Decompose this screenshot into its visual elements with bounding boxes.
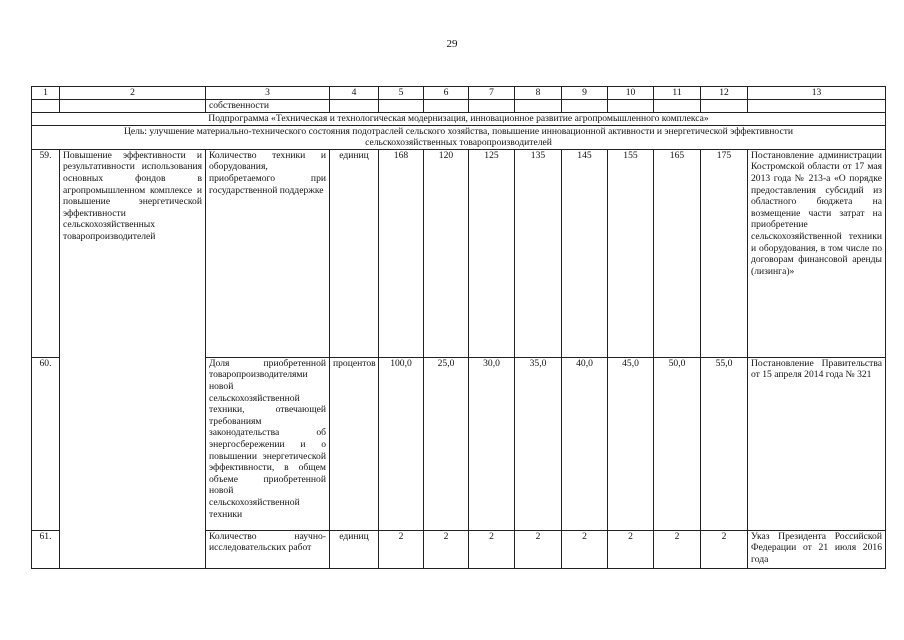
column-number: 3 <box>206 87 330 100</box>
value-cell: 2 <box>701 530 748 568</box>
page-number: 29 <box>446 38 458 50</box>
value-cell: 30,0 <box>469 357 515 530</box>
value-cell: 135 <box>515 149 562 357</box>
column-number: 10 <box>608 87 654 100</box>
column-number: 9 <box>562 87 608 100</box>
value-cell: 2 <box>424 530 469 568</box>
value-cell: 120 <box>424 149 469 357</box>
value-cell: 155 <box>608 149 654 357</box>
goal-row <box>32 125 886 149</box>
value-cell: 2 <box>379 530 424 568</box>
value-cell: 55,0 <box>701 357 748 530</box>
table-row <box>32 149 886 357</box>
subprogram-row <box>32 112 886 125</box>
value-cell: 100,0 <box>379 357 424 530</box>
value-cell: 40,0 <box>562 357 608 530</box>
value-cell: 145 <box>562 149 608 357</box>
column-number: 5 <box>379 87 424 100</box>
source-text: Постановление администрации Костромской области от 17 мая 2013 года № 213-а «О порядке предоставления субсидий из областного бюджета на возмещение части затрат на приобретение сельскохозяйственной техники и оборудования, в том числе по договорам финансовой аренды (лизинга)» <box>748 149 886 357</box>
column-number: 1 <box>32 87 60 100</box>
unit: единиц <box>330 530 379 568</box>
column-number: 8 <box>515 87 562 100</box>
source-text: Указ Президента Российской Федерации от 21 июля 2016 года <box>748 530 886 568</box>
value-cell: 2 <box>562 530 608 568</box>
column-number: 7 <box>469 87 515 100</box>
column-number: 2 <box>60 87 206 100</box>
value-cell: 2 <box>608 530 654 568</box>
continuation-text: собственности <box>206 100 330 113</box>
column-number: 6 <box>424 87 469 100</box>
value-cell: 35,0 <box>515 357 562 530</box>
value-cell: 165 <box>654 149 701 357</box>
row-number: 59. <box>32 149 60 357</box>
task-text: Повышение эффективности и результативности использования основных фондов в агропромышленном комплексе и повышение энергетической эффективности сельскохозяйственных товаропроизводителей <box>60 149 206 568</box>
value-cell: 175 <box>701 149 748 357</box>
value-cell: 25,0 <box>424 357 469 530</box>
row-number: 61. <box>32 530 60 568</box>
unit: единиц <box>330 149 379 357</box>
subprogram-title: Подпрограмма «Техническая и технологическая модернизация, инновационное развитие агропромышленного комплекса» <box>32 112 886 125</box>
value-cell: 2 <box>469 530 515 568</box>
indicator-text: Количество научно-исследовательских работ <box>206 530 330 568</box>
column-number: 11 <box>654 87 701 100</box>
indicator-text: Количество техники и оборудования, приобретаемого при государственной поддержке <box>206 149 330 357</box>
value-cell: 50,0 <box>654 357 701 530</box>
column-number: 4 <box>330 87 379 100</box>
column-numbers-row <box>32 87 886 100</box>
value-cell: 125 <box>469 149 515 357</box>
column-number: 12 <box>701 87 748 100</box>
goal-text: Цель: улучшение материально-технического состояния подотраслей сельского хозяйства, повышение инновационной активности и энергетической эффективности сельскохозяйственных товаропроизводителей <box>32 125 886 149</box>
value-cell: 168 <box>379 149 424 357</box>
value-cell: 2 <box>654 530 701 568</box>
column-number: 13 <box>748 87 886 100</box>
value-cell: 45,0 <box>608 357 654 530</box>
continuation-row <box>32 100 886 113</box>
indicator-text: Доля приобретенной товаропроизводителями новой сельскохозяйственной техники, отвечающей требованиям законодательства об энергосбережении и о повышении энергетической эффективности, в общем объеме приобретенной новой сельскохозяйственной техники <box>206 357 330 530</box>
row-number: 60. <box>32 357 60 530</box>
unit: процентов <box>330 357 379 530</box>
indicators-table <box>31 86 886 569</box>
value-cell: 2 <box>515 530 562 568</box>
source-text: Постановление Правительства от 15 апреля 2014 года № 321 <box>748 357 886 530</box>
